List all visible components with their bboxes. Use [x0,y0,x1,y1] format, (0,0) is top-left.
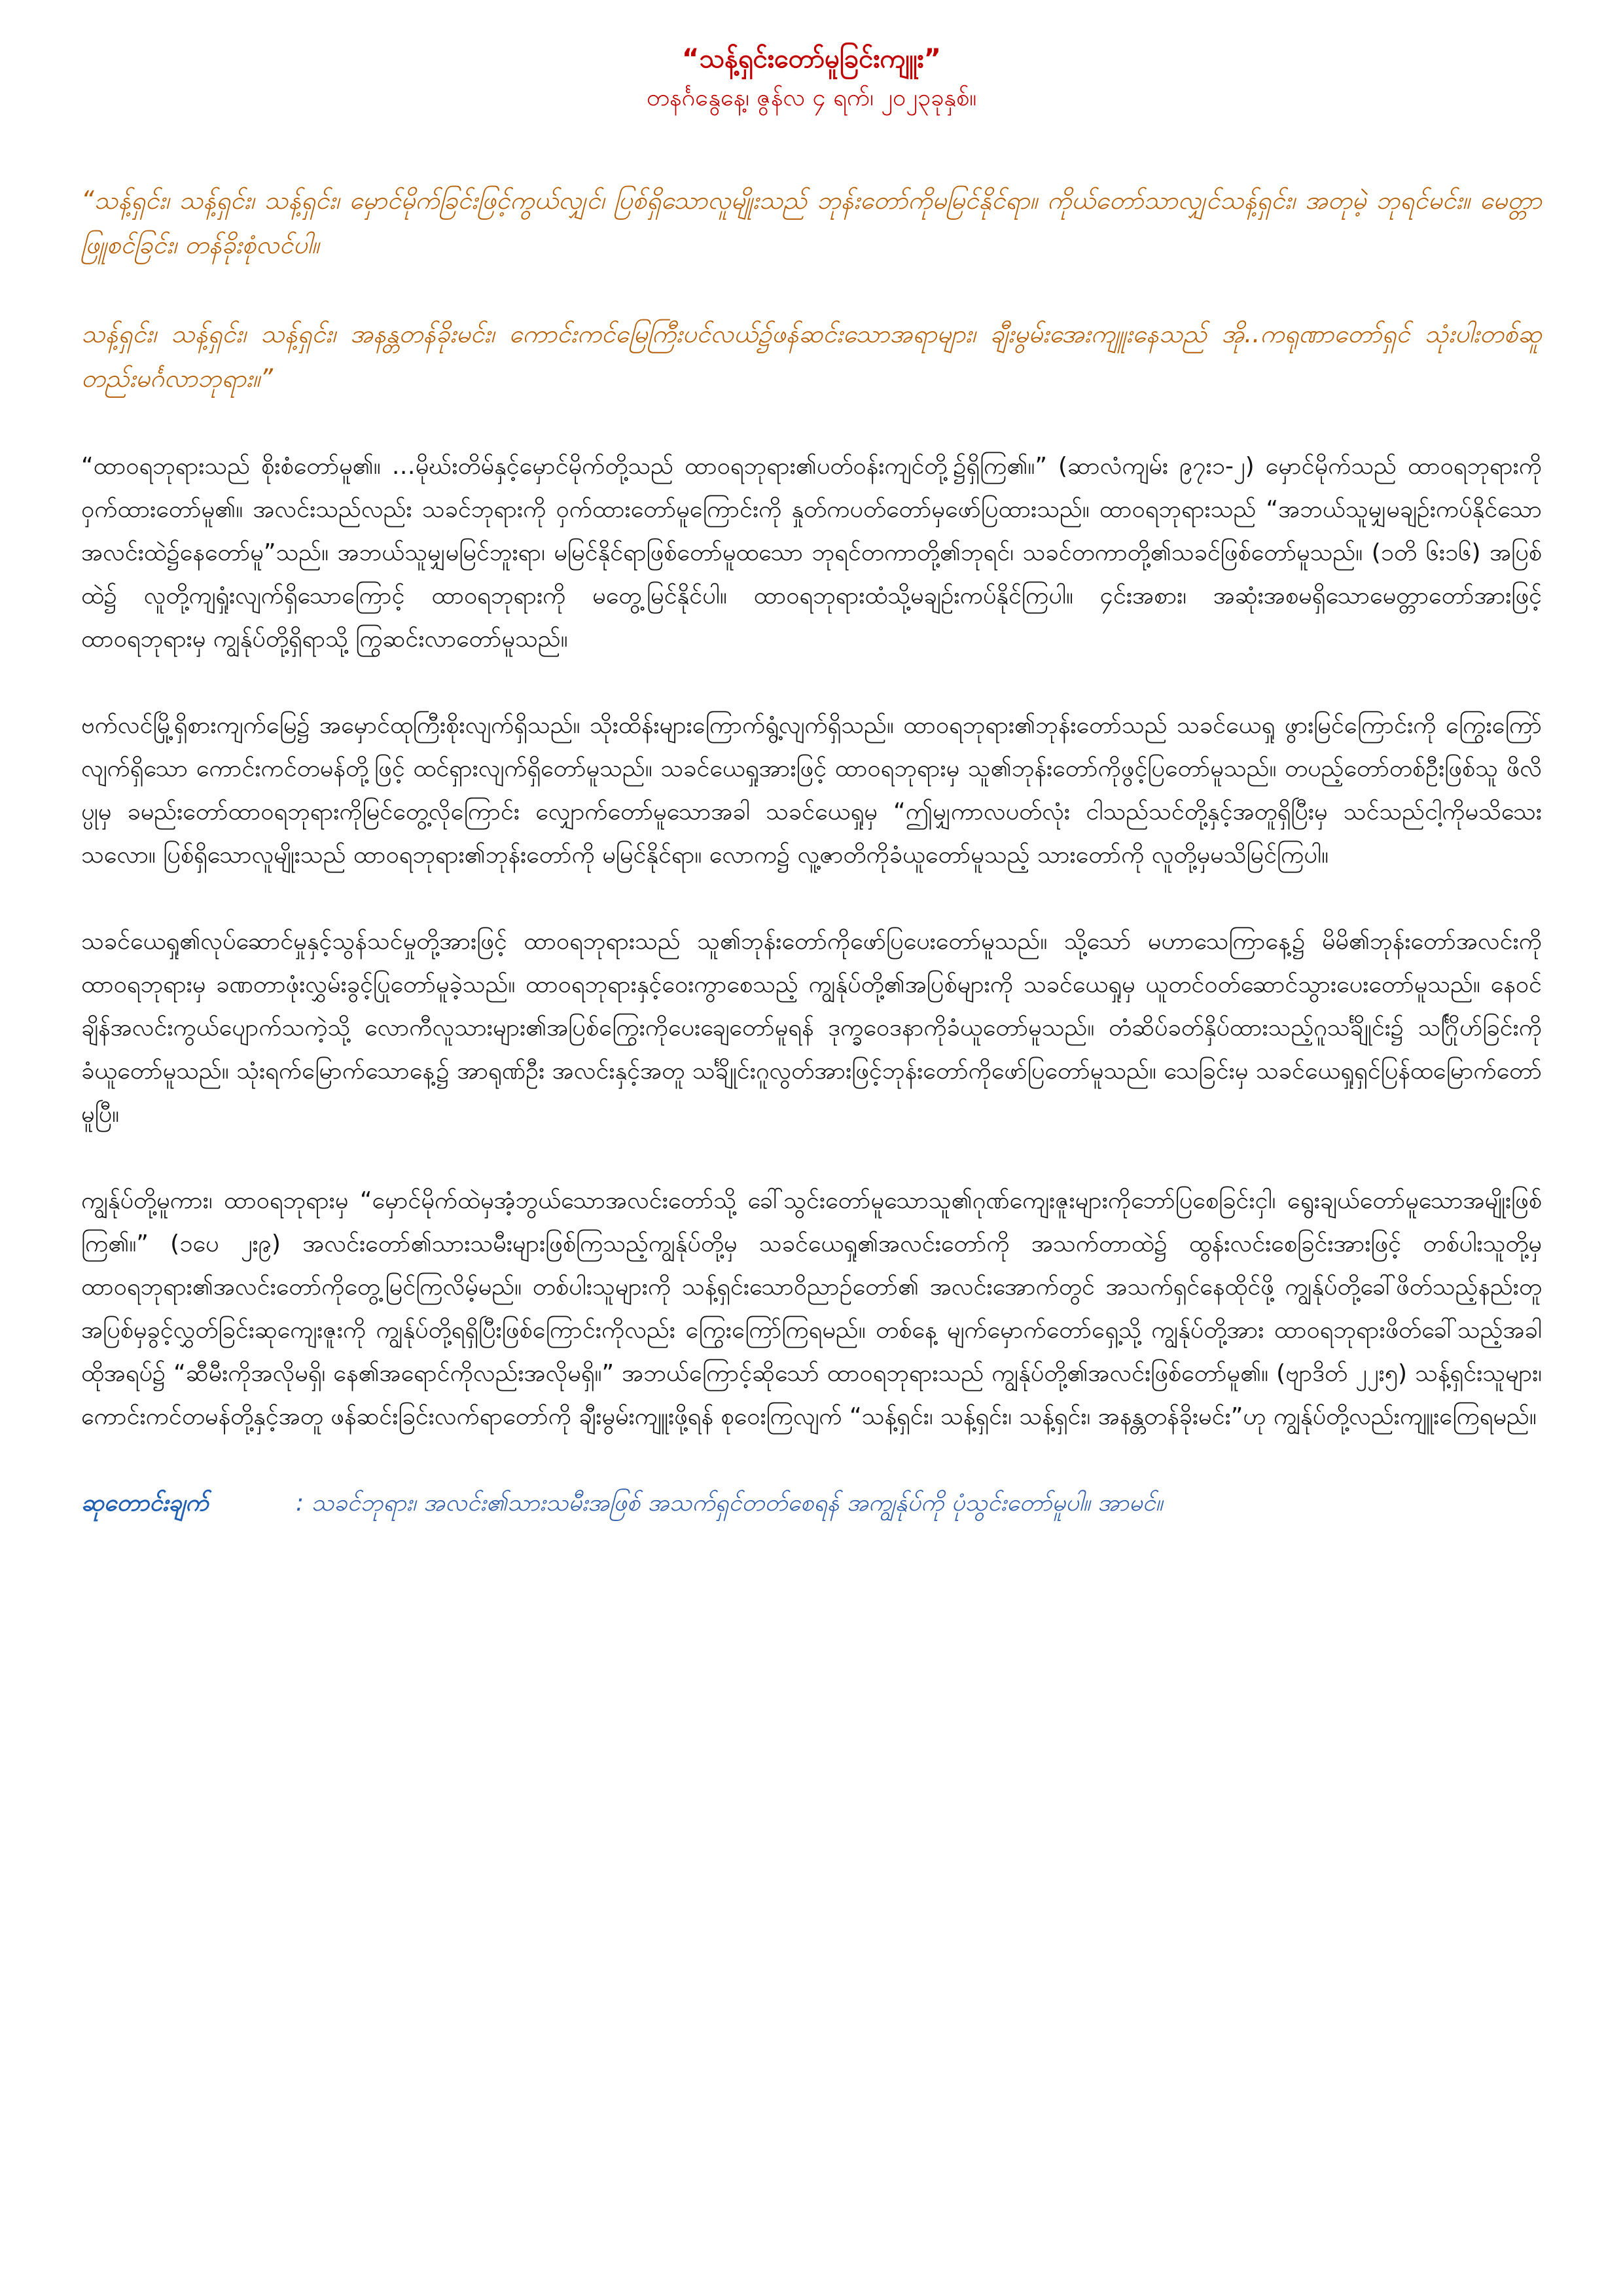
page-title: “သန့်ရှင်းတော်မူခြင်းကျူး” [682,44,941,74]
hymn-quote-1: “သန့်ရှင်း၊ သန့်ရှင်း၊ သန့်ရှင်း၊ မှောင်မိုက်ခြင်းဖြင့်ကွယ်လျှင်၊ ပြစ်ရှိသောလူမျိုးသည် ဘုန်းတော်ကိုမမြင်နိုင်ရာ။ ကိုယ်တော်သာလျှင်သန့်ရှင်း၊ အတုမဲ့ ဘုရင်မင်း။ မေတ္တာဖြူစင်ခြင်း၊ တန်ခိုးစုံလင်ပါ။ [81,186,1542,259]
page-date: တနင်္ဂနွေနေ့၊ ဇွန်လ ၄ ရက်၊ ၂၀၂၃ခုနှစ်။ [646,84,977,111]
body-paragraph-3: သခင်ယေရှု၏လုပ်ဆောင်မှုနှင့်သွန်သင်မှုတို့အားဖြင့် ထာဝရဘုရားသည် သူ၏ဘုန်းတော်ကိုဖော်ပြပေးတော်မူသည်။ သို့သော် မဟာသေကြာနေ့၌ မိမိ၏ဘုန်းတော်အလင်းကို ထာဝရဘုရားမှ ခဏတာဖုံးလွှမ်းခွင့်ပြုတော်မူခဲ့သည်။ ထာဝရဘုရားနှင့်ဝေးကွာစေသည့် ကျွန်ုပ်တို့၏အပြစ်များကို သခင်ယေရှုမှ ယူတင်ဝတ်ဆောင်သွားပေးတော်မူသည်။ နေဝင်ချိန်အလင်းကွယ်ပျောက်သကဲ့သို့ လောကီလူသားများ၏အပြစ်ကြွေးကိုပေးချေတော်မူရန် ဒုက္ခဝေဒနာကိုခံယူတော်မူသည်။ တံဆိပ်ခတ်နှိပ်ထားသည့်ဂူသင်္ချိုင်း၌ သင်္ဂြိုဟ်ခြင်းကိုခံယူတော်မူသည်။ သုံးရက်မြောက်သောနေ့၌ အာရုဏ်ဦး အလင်းနှင့်အတူ သင်္ချိုင်းဂူလွတ်အားဖြင့်ဘုန်းတော်ကိုဖော်ပြတော်မူသည်။ သေခြင်းမှ သခင်ယေရှုရှင်ပြန်ထမြောက်တော်မူပြီ။ [81,928,1542,1128]
body-paragraph-2: ဗက်လင်မြို့ရှိစားကျက်မြေ၌ အမှောင်ထုကြီးစိုးလျက်ရှိသည်။ သိုးထိန်းများကြောက်ရွံ့လျက်ရှိသည်။ ထာဝရဘုရား၏ဘုန်းတော်သည် သခင်ယေရှု ဖွားမြင်ကြောင်းကို ကြွေးကြော်လျက်ရှိသော ကောင်းကင်တမန်တို့ဖြင့် ထင်ရှားလျက်ရှိတော်မူသည်။ သခင်ယေရှုအားဖြင့် ထာဝရဘုရားမှ သူ၏ဘုန်းတော်ကိုဖွင့်ပြတော်မူသည်။ တပည့်တော်တစ်ဦးဖြစ်သူ ဖိလိပ္ပုမှ ခမည်းတော်ထာဝရဘုရားကိုမြင်တွေ့လိုကြောင်း လျှောက်တော်မူသောအခါ သခင်ယေရှုမှ “ဤမျှကာလပတ်လုံး ငါသည်သင်တို့နှင့်အတူရှိပြီးမှ သင်သည်ငါ့ကိုမသိသေးသလော။ ပြစ်ရှိသောလူမျိုးသည် ထာဝရဘုရား၏ဘုန်းတော်ကို မမြင်နိုင်ရာ။ လောက၌ လူ့ဇာတိကိုခံယူတော်မူသည့် သားတော်ကို လူတို့မှမသိမြင်ကြပါ။ [81,712,1542,869]
body-paragraph-1: “ထာဝရဘုရားသည် စိုးစံတော်မူ၏။ …မိုဃ်းတိမ်နှင့်မှောင်မိုက်တို့သည် ထာဝရဘုရား၏ပတ်ဝန်းကျင်တို့၌ရှိကြ၏။” (ဆာလံကျမ်း ၉၇း၁-၂) မှောင်မိုက်သည် ထာဝရဘုရားကိုဝှက်ထားတော်မူ၏။ အလင်းသည်လည်း သခင်ဘုရားကို ဝှက်ထားတော်မူကြောင်းကို နှုတ်ကပတ်တော်မှဖော်ပြထားသည်။ ထာဝရဘုရားသည် “အဘယ်သူမျှမချဉ်းကပ်နိုင်သော အလင်းထဲ၌နေတော်မူ”သည်။ အဘယ်သူမျှမမြင်ဘူးရာ၊ မမြင်နိုင်ရာဖြစ်တော်မူထသော ဘုရင်တကာတို့၏ဘုရင်၊ သခင်တကာတို့၏သခင်ဖြစ်တော်မူသည်။ (၁တိ ၆း၁၆) အပြစ်ထဲ၌ လူတို့ကျရှုံးလျက်ရှိသောကြောင့် ထာဝရဘုရားကို မတွေ့မြင်နိုင်ပါ။ ထာဝရဘုရားထံသို့မချဉ်းကပ်နိုင်ကြပါ။ ၄င်းအစား၊ အဆုံးအစမရှိသောမေတ္တာတော်အားဖြင့် ထာဝရဘုရားမှ ကျွန်ုပ်တို့ရှိရာသို့ ကြွဆင်းလာတော်မူသည်။ [81,453,1542,653]
prayer-block [81,1482,1542,1525]
hymn-quote-2: သန့်ရှင်း၊ သန့်ရှင်း၊ သန့်ရှင်း၊ အနန္တတန်ခိုးမင်း၊ ကောင်းကင်မြေကြီးပင်လယ်၌ဖန်ဆင်းသောအရာများ၊ ချီးမွမ်းအေးကျူးနေသည် အို..ကရုဏာတော်ရှင် သုံးပါးတစ်ဆူတည်းမင်္ဂလာဘုရား။” [81,319,1542,393]
body-paragraph-4: ကျွန်ုပ်တို့မူကား၊ ထာဝရဘုရားမှ “မှောင်မိုက်ထဲမှအံ့ဘွယ်သောအလင်းတော်သို့ ခေါ်သွင်းတော်မူသောသူ၏ဂုဏ်ကျေးဇူးများကိုဘော်ပြစေခြင်းငှါ၊ ရွေးချယ်တော်မူသောအမျိုးဖြစ်ကြ၏။” (၁ပေ ၂း၉) အလင်းတော်၏သားသမီးများဖြစ်ကြသည့်ကျွန်ုပ်တို့မှ သခင်ယေရှု၏အလင်းတော်ကို အသက်တာထဲ၌ ထွန်းလင်းစေခြင်းအားဖြင့် တစ်ပါးသူတို့မှ ထာဝရဘုရား၏အလင်းတော်ကိုတွေ့မြင်ကြလိမ့်မည်။ တစ်ပါးသူများကို သန့်ရှင်းသောဝိညာဉ်တော်၏ အလင်းအောက်တွင် အသက်ရှင်နေထိုင်ဖို့ ကျွန်ုပ်တို့ခေါ်ဖိတ်သည့်နည်းတူ အပြစ်မှခွင့်လွှတ်ခြင်းဆုကျေးဇူးကို ကျွန်ုပ်တို့ရရှိပြီးဖြစ်ကြောင်းကိုလည်း ကြွေးကြော်ကြရမည်။ တစ်နေ့ မျက်မှောက်တော်ရှေ့သို့ ကျွန်ုပ်တို့အား ထာဝရဘုရားဖိတ်ခေါ်သည့်အခါ ထိုအရပ်၌ “ဆီမီးကိုအလိုမရှိ၊ နေ၏အရောင်ကိုလည်းအလိုမရှိ။” အဘယ်ကြောင့်ဆိုသော် ထာဝရဘုရားသည် ကျွန်ုပ်တို့၏အလင်းဖြစ်တော်မူ၏။ (ဗျာဒိတ် ၂၂း၅) သန့်ရှင်းသူများ၊ ကောင်းကင်တမန်တို့နှင့်အတူ ဖန်ဆင်းခြင်းလက်ရာတော်ကို ချီးမွမ်းကျူးဖို့ရန် စုဝေးကြလျက် “သန့်ရှင်း၊ သန့်ရှင်း၊ သန့်ရှင်း၊ အနန္တတန်ခိုးမင်း”ဟု ကျွန်ုပ်တို့လည်းကျူးကြေရမည်။ [81,1187,1542,1430]
prayer-text: : သခင်ဘုရား၊ အလင်း၏သားသမီးအဖြစ် အသက်ရှင်တတ်စေရန် အကျွန်ုပ်ကို ပုံသွင်းတော်မူပါ။ အာမင်။ [296,1490,1163,1516]
prayer-label: ဆုတောင်းချက် [81,1490,209,1516]
